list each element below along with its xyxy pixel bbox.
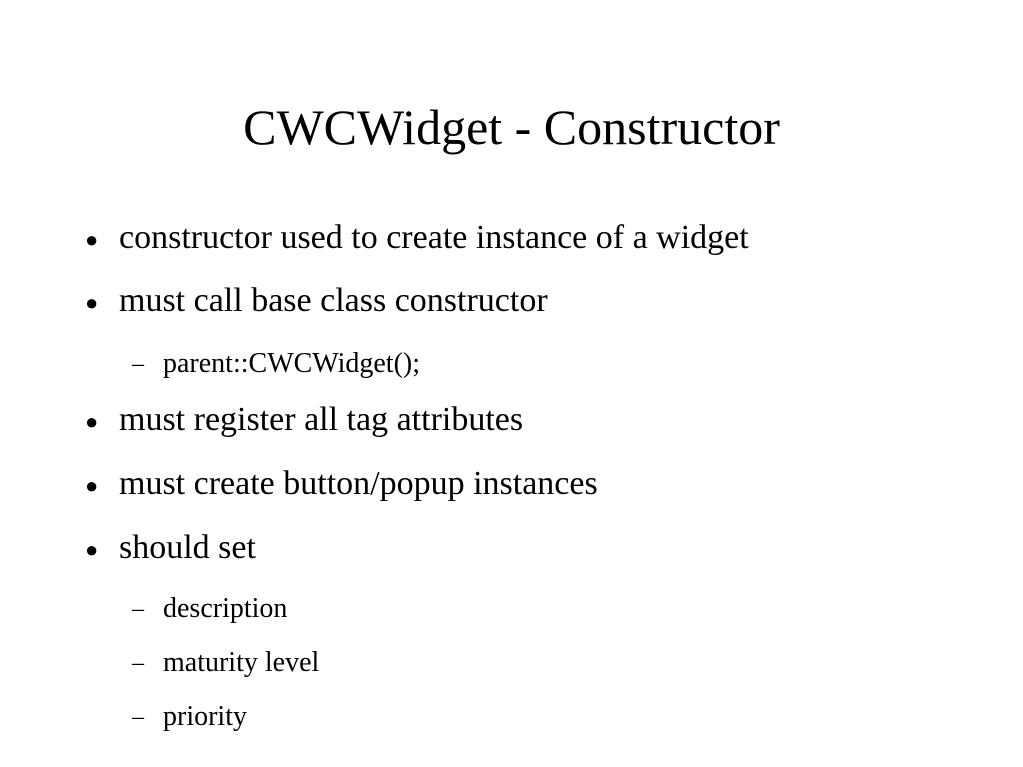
sub-bullet-text: parent::CWCWidget(); <box>163 348 421 379</box>
bullet-text: must register all tag attributes <box>119 401 524 438</box>
bullet-dot-icon: ● <box>85 537 99 562</box>
bullet-dot-icon: ● <box>85 473 99 498</box>
bullet-text: constructor used to create instance of a widget <box>119 219 749 256</box>
bullet-text: must call base class constructor <box>119 282 548 319</box>
sub-bullet-text: description <box>163 593 288 624</box>
dash-icon: – <box>132 704 144 730</box>
dash-icon: – <box>132 650 144 676</box>
dash-icon: – <box>132 351 144 377</box>
sub-bullet-text: maturity level <box>163 647 320 678</box>
bullet-dot-icon: ● <box>85 409 99 434</box>
sub-bullet-text: priority <box>163 701 247 732</box>
dash-icon: – <box>132 596 144 622</box>
bullet-text: should set <box>119 529 256 566</box>
bullet-text: must create button/popup instances <box>119 465 598 502</box>
bullet-dot-icon: ● <box>85 227 99 252</box>
slide-title: CWCWidget - Constructor <box>243 99 780 155</box>
bullet-dot-icon: ● <box>85 290 99 315</box>
